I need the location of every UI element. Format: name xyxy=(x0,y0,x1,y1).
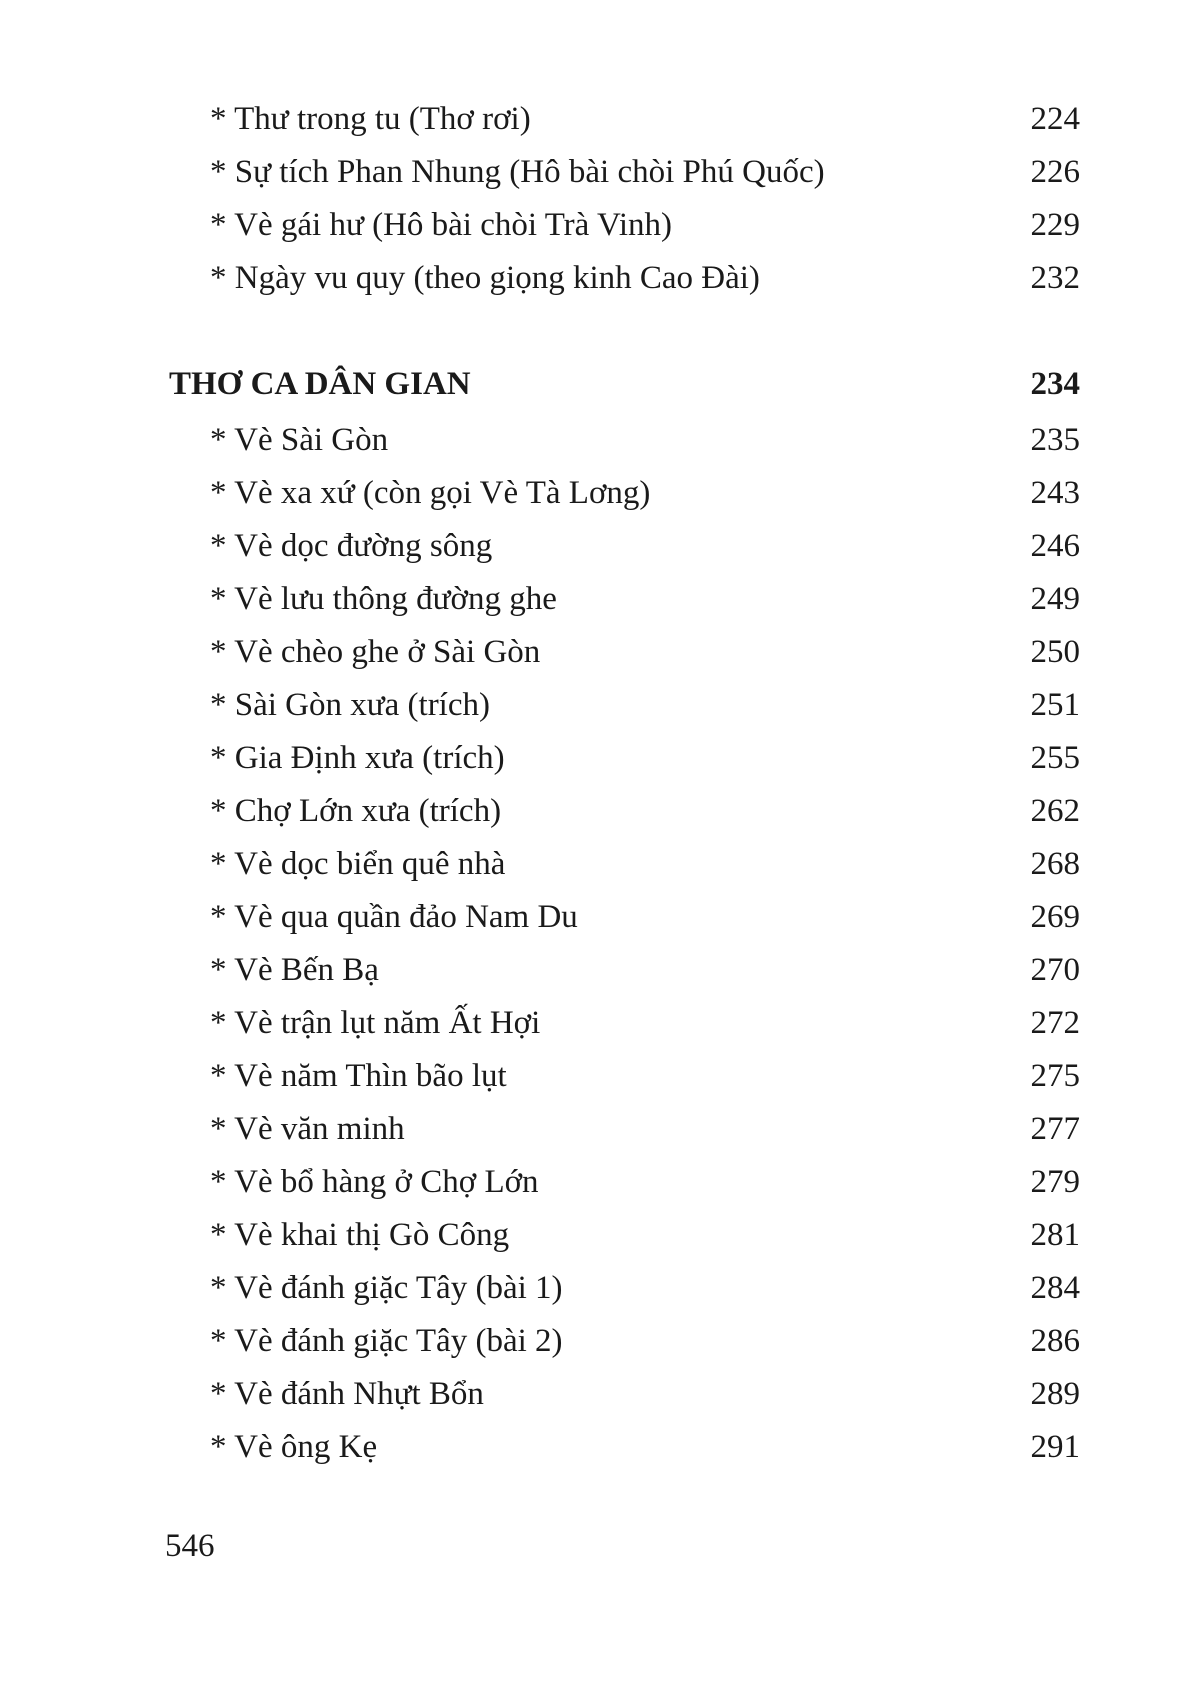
toc-entry xyxy=(210,520,1080,573)
toc-entry-page-number: 250 xyxy=(1030,634,1080,670)
toc-entry xyxy=(210,997,1080,1050)
toc-entry xyxy=(210,1262,1080,1315)
toc-entry xyxy=(210,467,1080,520)
toc-entry-page-number: 289 xyxy=(1030,1376,1080,1412)
toc-entry-page-number: 224 xyxy=(1030,101,1080,137)
toc-entry-title: * Sự tích Phan Nhung (Hô bài chòi Phú Quốc) xyxy=(210,154,825,190)
toc-entry-page-number: 235 xyxy=(1030,422,1080,458)
toc-entry xyxy=(210,785,1080,838)
toc-entry xyxy=(210,1421,1080,1474)
toc-entry-title: * Vè trận lụt năm Ất Hợi xyxy=(210,1005,541,1041)
section-title: THƠ CA DÂN GIAN xyxy=(169,366,471,402)
toc-entry-title: * Vè ông Kẹ xyxy=(210,1429,378,1465)
toc-entry-page-number: 279 xyxy=(1030,1164,1080,1200)
toc-entry-page-number: 229 xyxy=(1030,207,1080,243)
toc-entry-page-number: 284 xyxy=(1030,1270,1080,1306)
section-heading xyxy=(169,359,1080,409)
toc-entry-page-number: 226 xyxy=(1030,154,1080,190)
toc-entry-title: * Vè dọc đường sông xyxy=(210,528,493,564)
section-page-number: 234 xyxy=(1030,366,1080,402)
toc-entry-page-number: 268 xyxy=(1030,846,1080,882)
toc-entry xyxy=(210,891,1080,944)
toc-entry xyxy=(210,679,1080,732)
toc-entry-page-number: 286 xyxy=(1030,1323,1080,1359)
toc-entry xyxy=(210,199,1080,252)
toc-entry xyxy=(210,252,1080,305)
page-number: 546 xyxy=(165,1528,215,1564)
toc-entry xyxy=(210,1368,1080,1421)
toc-entry xyxy=(210,573,1080,626)
toc-entry-title: * Vè đánh giặc Tây (bài 1) xyxy=(210,1270,563,1306)
toc-entry xyxy=(210,732,1080,785)
toc-entry-title: * Sài Gòn xưa (trích) xyxy=(210,687,490,723)
toc-entry-title: * Vè dọc biển quê nhà xyxy=(210,846,506,882)
toc-entry-page-number: 291 xyxy=(1030,1429,1080,1465)
toc-entry-title: * Vè xa xứ (còn gọi Vè Tà Lơng) xyxy=(210,475,651,511)
toc-entry-page-number: 255 xyxy=(1030,740,1080,776)
toc-entry-title: * Vè bổ hàng ở Chợ Lớn xyxy=(210,1164,539,1200)
toc-entry-title: * Vè văn minh xyxy=(210,1111,405,1147)
toc-entry-title: * Vè Sài Gòn xyxy=(210,422,389,458)
toc-entry xyxy=(210,838,1080,891)
toc-entry-title: * Vè năm Thìn bão lụt xyxy=(210,1058,507,1094)
toc-entry-page-number: 277 xyxy=(1030,1111,1080,1147)
toc-entry xyxy=(210,1156,1080,1209)
toc-entry xyxy=(210,626,1080,679)
toc-list-section xyxy=(210,414,1080,1474)
toc-entry-page-number: 243 xyxy=(1030,475,1080,511)
toc-entry-title: * Chợ Lớn xưa (trích) xyxy=(210,793,502,829)
toc-list-top xyxy=(210,93,1080,305)
toc-entry xyxy=(210,414,1080,467)
toc-entry-page-number: 246 xyxy=(1030,528,1080,564)
toc-entry-page-number: 262 xyxy=(1030,793,1080,829)
toc-entry-page-number: 249 xyxy=(1030,581,1080,617)
toc-entry xyxy=(210,146,1080,199)
toc-entry xyxy=(210,944,1080,997)
toc-entry-page-number: 270 xyxy=(1030,952,1080,988)
toc-entry-title: * Vè khai thị Gò Công xyxy=(210,1217,510,1253)
toc-entry-title: * Vè gái hư (Hô bài chòi Trà Vinh) xyxy=(210,207,672,243)
toc-entry xyxy=(210,93,1080,146)
toc-entry-title: * Vè đánh Nhựt Bổn xyxy=(210,1376,484,1412)
toc-entry xyxy=(210,1050,1080,1103)
toc-entry xyxy=(210,1209,1080,1262)
toc-entry-title: * Vè chèo ghe ở Sài Gòn xyxy=(210,634,541,670)
toc-entry-page-number: 232 xyxy=(1030,260,1080,296)
toc-entry-title: * Gia Định xưa (trích) xyxy=(210,740,505,776)
toc-entry-page-number: 251 xyxy=(1030,687,1080,723)
toc-entry-page-number: 275 xyxy=(1030,1058,1080,1094)
toc-entry-title: * Vè lưu thông đường ghe xyxy=(210,581,557,617)
toc-entry-page-number: 281 xyxy=(1030,1217,1080,1253)
toc-entry xyxy=(210,1315,1080,1368)
toc-entry-title: * Ngày vu quy (theo giọng kinh Cao Đài) xyxy=(210,260,760,296)
toc-entry-page-number: 269 xyxy=(1030,899,1080,935)
toc-entry-title: * Vè qua quần đảo Nam Du xyxy=(210,899,578,935)
toc-entry-title: * Vè Bến Bạ xyxy=(210,952,379,988)
toc-entry xyxy=(210,1103,1080,1156)
toc-entry-title: * Thư trong tu (Thơ rơi) xyxy=(210,101,531,137)
toc-entry-page-number: 272 xyxy=(1030,1005,1080,1041)
toc-entry-title: * Vè đánh giặc Tây (bài 2) xyxy=(210,1323,563,1359)
